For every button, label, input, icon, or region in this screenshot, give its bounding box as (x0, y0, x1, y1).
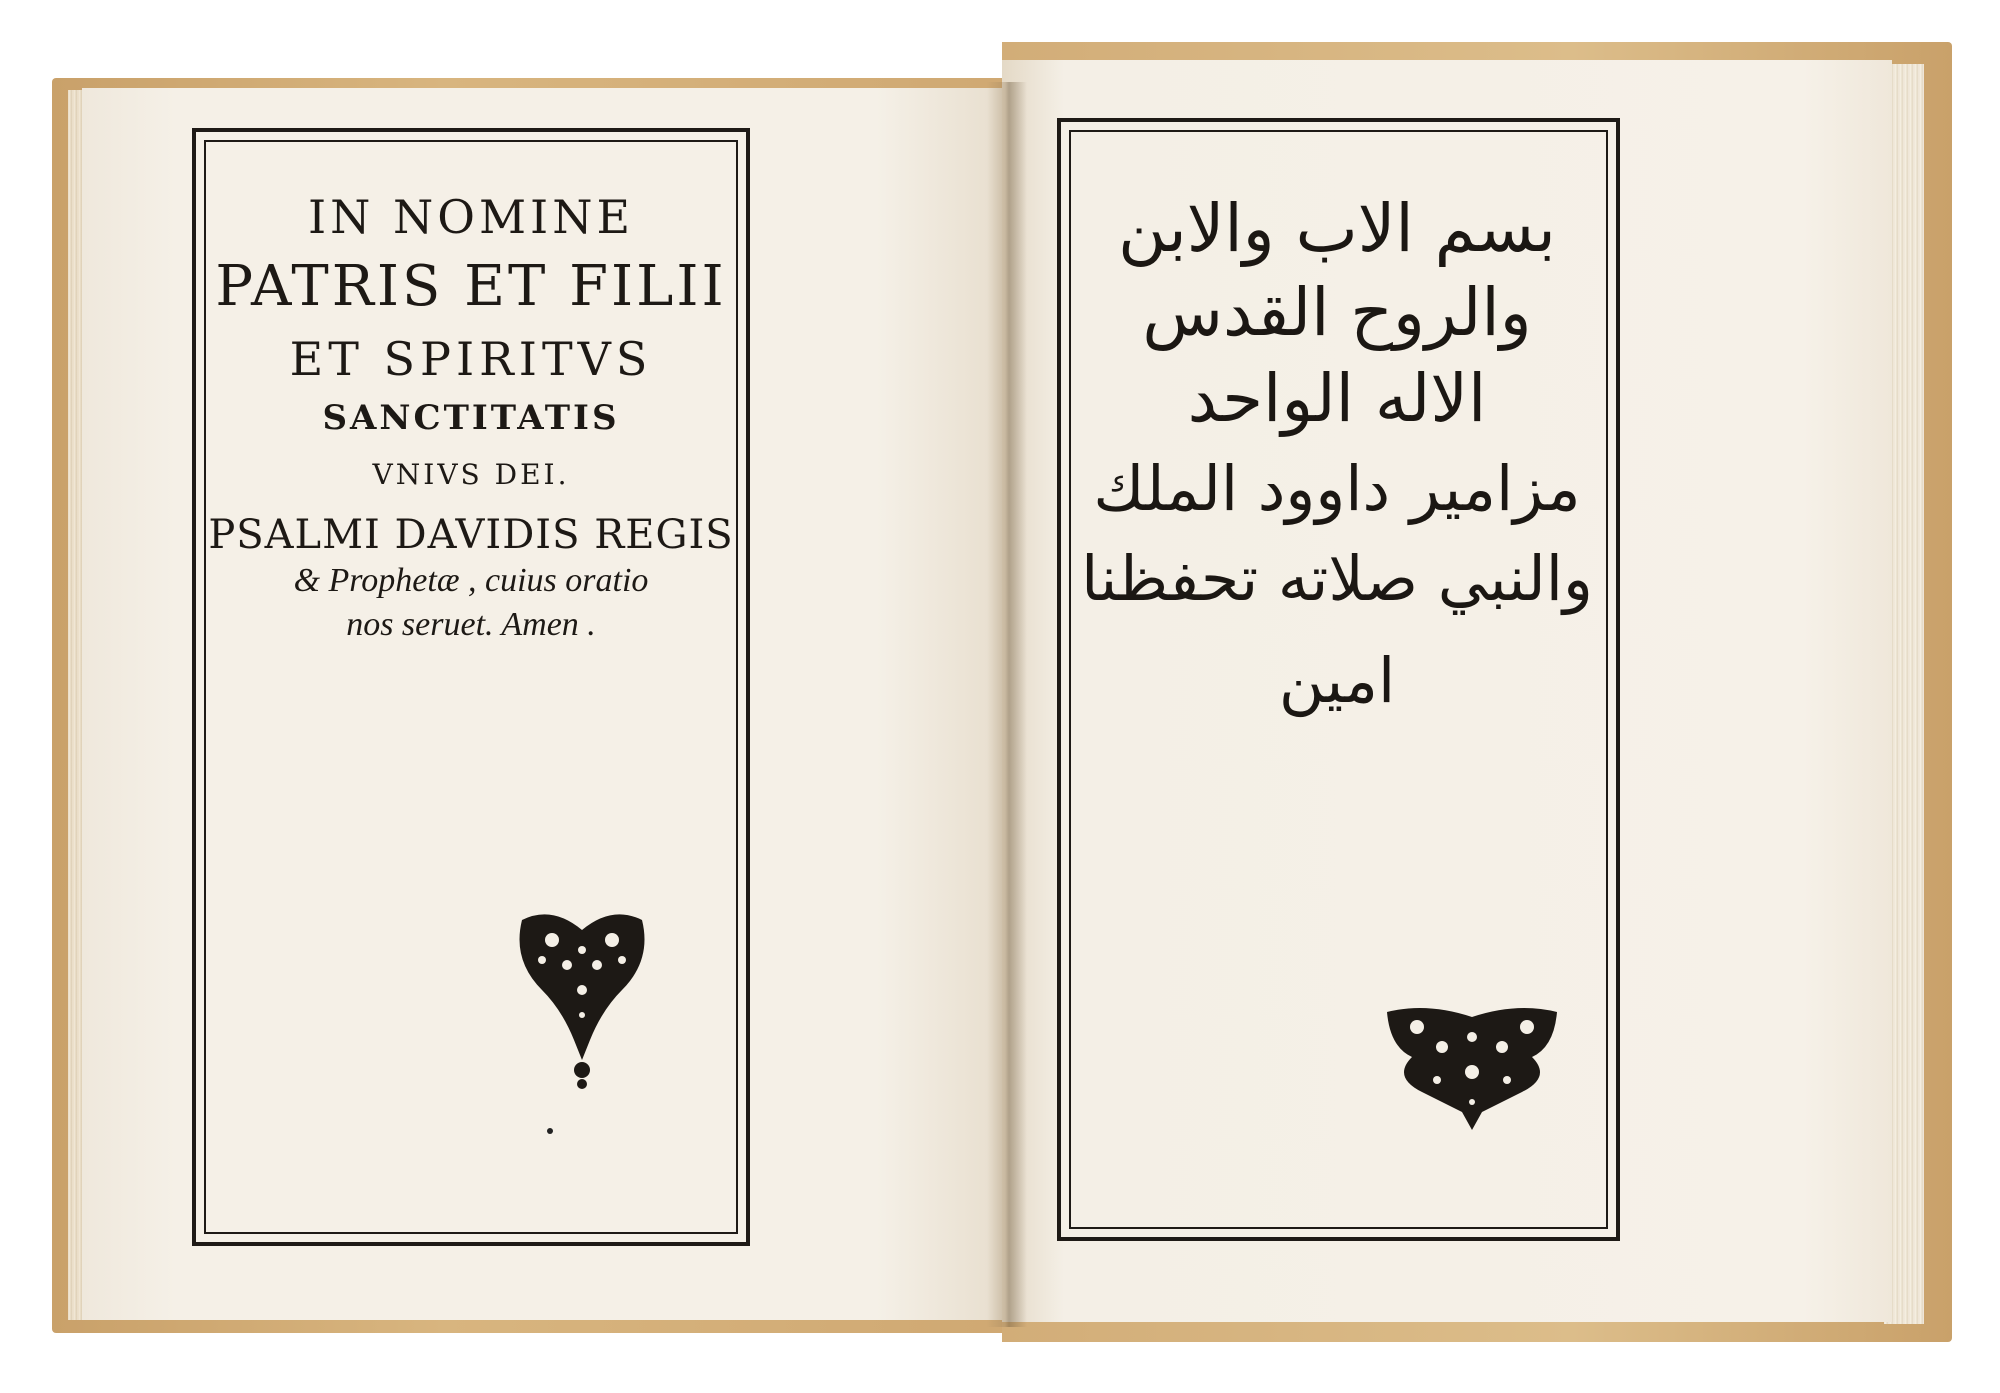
latin-title-line-6: PSALMI DAVIDIS REGIS (208, 512, 734, 558)
arabic-title-line-2: والروح القدس (1142, 274, 1532, 351)
latin-title-line-2: PATRIS ET FILII (215, 254, 727, 319)
latin-title-line-7: & Prophetæ , cuius oratio (293, 562, 649, 599)
arabic-title-line-4: مزامير داوود الملك (1093, 452, 1581, 525)
printer-dot-mark (547, 1128, 553, 1134)
latin-title-line-1: IN NOMINE (307, 190, 635, 244)
arabic-title-line-5: والنبي صلاته تحفظنا (1081, 542, 1593, 615)
open-book (52, 42, 1952, 1342)
fleuron-heart-ornament-icon (512, 910, 652, 1090)
fleuron-tailpiece-ornament-icon (1382, 1002, 1562, 1132)
latin-title-line-3: ET SPIRITVS (289, 332, 653, 386)
latin-title-line-4: SANCTITATIS (322, 398, 620, 438)
arabic-title-line-6: امين (1278, 644, 1396, 717)
book-gutter (987, 82, 1027, 1327)
arabic-title-line-1: بسم الاب والابن (1118, 190, 1556, 267)
latin-title-line-5: VNIVS DEI. (372, 458, 570, 491)
arabic-title-line-3: الاله الواحد (1187, 360, 1487, 437)
latin-title-line-8: nos seruet. Amen . (346, 606, 596, 643)
